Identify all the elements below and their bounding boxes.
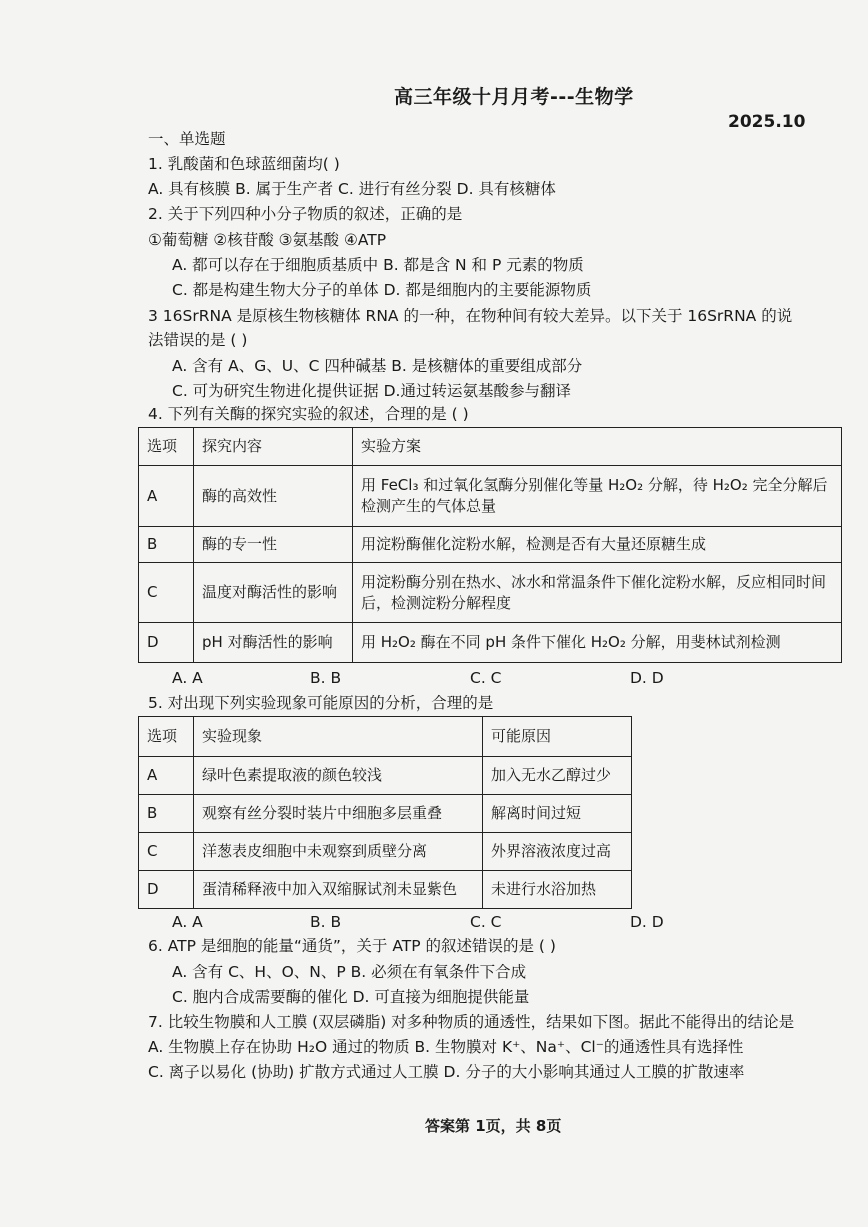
table-cell: B	[139, 527, 194, 563]
question-7-options-ab: A. 生物膜上存在协助 H₂O 通过的物质 B. 生物膜对 K⁺、Na⁺、Cl⁻的通透性具有选择性	[148, 1038, 744, 1056]
table-row	[139, 795, 632, 833]
table-cell: 用 FeCl₃ 和过氧化氢酶分别催化等量 H₂O₂ 分解，待 H₂O₂ 完全分解后检测产生的气体总量	[353, 466, 842, 527]
question-3-options-cd: C. 可为研究生物进化提供证据 D.通过转运氨基酸参与翻译	[172, 382, 571, 400]
table-cell: 酶的高效性	[194, 466, 353, 527]
page-title: 高三年级十月月考---生物学	[394, 86, 634, 108]
question-5-answer-b: B. B	[310, 913, 342, 931]
table-cell: B	[139, 795, 194, 833]
table-cell: 温度对酶活性的影响	[194, 563, 353, 623]
table-cell: C	[139, 833, 194, 871]
question-5-stem: 5. 对出现下列实验现象可能原因的分析，合理的是	[148, 694, 494, 712]
question-2-options-ab: A. 都可以存在于细胞质基质中 B. 都是含 N 和 P 元素的物质	[172, 256, 584, 274]
question-7-stem: 7. 比较生物膜和人工膜 (双层磷脂) 对多种物质的通透性，结果如下图。据此不能得出的结论是	[148, 1013, 795, 1031]
table-cell: 未进行水浴加热	[483, 871, 632, 909]
question-2-items: ①葡萄糖 ②核苷酸 ③氨基酸 ④ATP	[148, 231, 387, 249]
section-heading: 一、单选题	[148, 130, 226, 148]
table-row	[139, 563, 842, 623]
question-4-answer-a: A. A	[172, 669, 203, 687]
table-cell: D	[139, 623, 194, 663]
table-cell: A	[139, 466, 194, 527]
question-5-answer-c: C. C	[470, 913, 502, 931]
question-6-options-ab: A. 含有 C、H、O、N、P B. 必须在有氧条件下合成	[172, 963, 527, 981]
question-3-stem-line2: 法错误的是 ( )	[148, 331, 248, 349]
question-6-options-cd: C. 胞内合成需要酶的催化 D. 可直接为细胞提供能量	[172, 988, 530, 1006]
table-header-cell: 实验方案	[353, 428, 842, 466]
question-2-stem: 2. 关于下列四种小分子物质的叙述，正确的是	[148, 205, 463, 223]
question-3-options-ab: A. 含有 A、G、U、C 四种碱基 B. 是核糖体的重要组成部分	[172, 357, 583, 375]
question-1-stem: 1. 乳酸菌和色球蓝细菌均( )	[148, 155, 340, 173]
table-header-row	[139, 717, 632, 757]
table-cell: 洋葱表皮细胞中未观察到质壁分离	[194, 833, 483, 871]
question-2-options-cd: C. 都是构建生物大分子的单体 D. 都是细胞内的主要能源物质	[172, 281, 592, 299]
question-4-table	[138, 427, 842, 663]
question-4-answer-d: D. D	[630, 669, 664, 687]
table-cell: C	[139, 563, 194, 623]
table-header-cell: 实验现象	[194, 717, 483, 757]
question-7-options-cd: C. 离子以易化 (协助) 扩散方式通过人工膜 D. 分子的大小影响其通过人工膜的扩散速率	[148, 1063, 745, 1081]
question-5-table	[138, 716, 632, 909]
table-cell: 加入无水乙醇过少	[483, 757, 632, 795]
table-header-cell: 选项	[139, 428, 194, 466]
table-cell: 蛋清稀释液中加入双缩脲试剂未显紫色	[194, 871, 483, 909]
question-1-options: A. 具有核膜 B. 属于生产者 C. 进行有丝分裂 D. 具有核糖体	[148, 180, 556, 198]
exam-date: 2025.10	[728, 112, 806, 132]
table-cell: 解离时间过短	[483, 795, 632, 833]
question-5-answer-a: A. A	[172, 913, 203, 931]
question-6-stem: 6. ATP 是细胞的能量“通货”，关于 ATP 的叙述错误的是 ( )	[148, 937, 556, 955]
table-cell: 观察有丝分裂时装片中细胞多层重叠	[194, 795, 483, 833]
table-header-cell: 选项	[139, 717, 194, 757]
question-5-answer-d: D. D	[630, 913, 664, 931]
table-header-row	[139, 428, 842, 466]
table-row	[139, 623, 842, 663]
table-row	[139, 757, 632, 795]
table-cell: D	[139, 871, 194, 909]
question-4-stem: 4. 下列有关酶的探究实验的叙述，合理的是 ( )	[148, 405, 469, 423]
question-4-answer-c: C. C	[470, 669, 502, 687]
table-cell: A	[139, 757, 194, 795]
table-row	[139, 466, 842, 527]
table-cell: 用淀粉酶分别在热水、冰水和常温条件下催化淀粉水解，反应相同时间后，检测淀粉分解程度	[353, 563, 842, 623]
table-header-cell: 探究内容	[194, 428, 353, 466]
page-footer: 答案第 1页，共 8页	[425, 1117, 562, 1135]
table-row	[139, 871, 632, 909]
table-cell: pH 对酶活性的影响	[194, 623, 353, 663]
question-3-stem-line1: 3 16SrRNA 是原核生物核糖体 RNA 的一种，在物种间有较大差异。以下关于 16SrRNA 的说	[148, 307, 793, 325]
table-row	[139, 833, 632, 871]
table-cell: 外界溶液浓度过高	[483, 833, 632, 871]
table-header-cell: 可能原因	[483, 717, 632, 757]
question-4-answer-b: B. B	[310, 669, 342, 687]
table-cell: 用 H₂O₂ 酶在不同 pH 条件下催化 H₂O₂ 分解，用斐林试剂检测	[353, 623, 842, 663]
table-cell: 酶的专一性	[194, 527, 353, 563]
table-cell: 用淀粉酶催化淀粉水解，检测是否有大量还原糖生成	[353, 527, 842, 563]
table-row	[139, 527, 842, 563]
table-cell: 绿叶色素提取液的颜色较浅	[194, 757, 483, 795]
